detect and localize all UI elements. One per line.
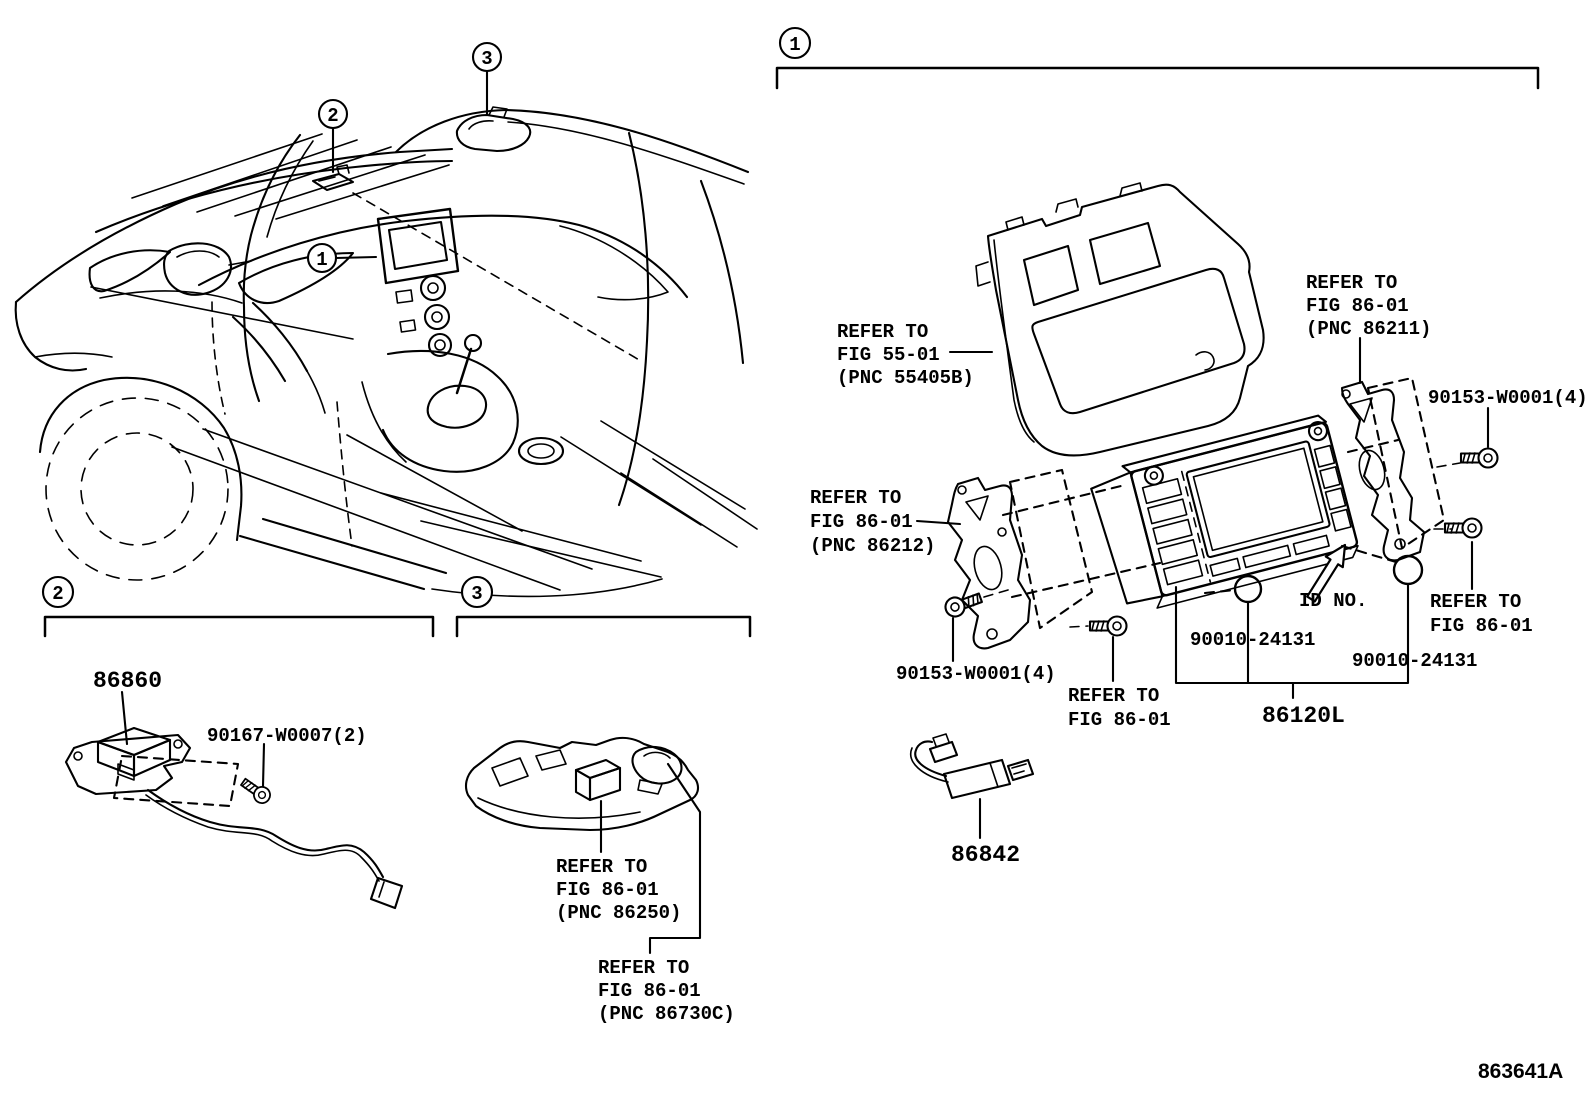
- label-part-86842: 86842: [951, 842, 1021, 868]
- section-3-number: 3: [471, 583, 483, 605]
- bracket-86212-illustration: [948, 470, 1092, 648]
- label-screw-90153-top: 90153-W0001(4): [1428, 387, 1588, 409]
- label-refer-86250: (PNC 86250): [556, 902, 682, 924]
- label-refer-5501: (PNC 55405B): [837, 367, 974, 389]
- screw-90153-rear-top: [1461, 449, 1498, 468]
- section-2-number: 2: [52, 583, 64, 605]
- dash-antenna-car: [313, 174, 353, 190]
- label-screw-90167: 90167-W0007(2): [207, 725, 367, 747]
- label-refer-86250: REFER TO: [556, 856, 648, 878]
- label-refer-5501: REFER TO: [837, 321, 929, 343]
- label-refer-86730c: (PNC 86730C): [598, 1003, 735, 1025]
- label-refer-right: REFER TO: [1430, 591, 1522, 613]
- assembly-guide-lines: [1003, 440, 1398, 597]
- screw-90167-icon: [239, 775, 274, 806]
- label-refer-86211: FIG 86-01: [1306, 295, 1409, 317]
- label-refer-86730c: FIG 86-01: [598, 980, 701, 1002]
- shifter-console: [383, 351, 518, 472]
- diagram-code: 863641A: [1478, 1060, 1564, 1083]
- screw-90153-front-center: [1090, 617, 1127, 636]
- label-refer-mid: FIG 86-01: [1068, 709, 1171, 731]
- overhead-console-car: [457, 115, 530, 151]
- car-marker-2-number: 2: [327, 105, 339, 127]
- label-part-86860: 86860: [93, 668, 163, 694]
- label-refer-86211: (PNC 86211): [1306, 318, 1432, 340]
- label-refer-right: FIG 86-01: [1430, 615, 1533, 637]
- label-refer-86212: (PNC 86212): [810, 535, 936, 557]
- panel-55405b-illustration: [976, 183, 1264, 455]
- label-refer-mid: REFER TO: [1068, 685, 1160, 707]
- screw-90153-rear-bottom: [1445, 519, 1482, 538]
- clip-90010-rear: [1394, 556, 1422, 584]
- label-id-no: ID NO.: [1299, 590, 1368, 612]
- car-callouts: [308, 43, 501, 272]
- car-marker-3-number: 3: [481, 48, 493, 70]
- label-refer-5501: FIG 55-01: [837, 344, 940, 366]
- label-refer-86212: REFER TO: [810, 487, 902, 509]
- part-86842-illustration: [911, 734, 1033, 838]
- front-wheel: [46, 398, 228, 580]
- section-2-header: [43, 577, 433, 636]
- car-marker-1-number: 1: [316, 249, 328, 271]
- label-clip-front: 90010-24131: [1190, 629, 1316, 651]
- label-refer-86211: REFER TO: [1306, 272, 1398, 294]
- wheel-arch: [40, 378, 241, 540]
- car-overview-illustration: [16, 107, 757, 596]
- label-part-86120l: 86120L: [1262, 703, 1345, 729]
- section-1-number: 1: [789, 34, 801, 56]
- label-refer-86250: FIG 86-01: [556, 879, 659, 901]
- section-3-header: [457, 577, 750, 636]
- label-refer-86212: FIG 86-01: [810, 511, 913, 533]
- climate-knob: [421, 276, 445, 300]
- headlamp: [90, 250, 170, 291]
- climate-knob: [425, 305, 449, 329]
- label-clip-rear: 90010-24131: [1352, 650, 1478, 672]
- section-1-header: [777, 28, 1538, 88]
- clip-90010-front: [1235, 576, 1261, 602]
- label-refer-86730c: REFER TO: [598, 957, 690, 979]
- label-screw-90153-bottom: 90153-W0001(4): [896, 663, 1056, 685]
